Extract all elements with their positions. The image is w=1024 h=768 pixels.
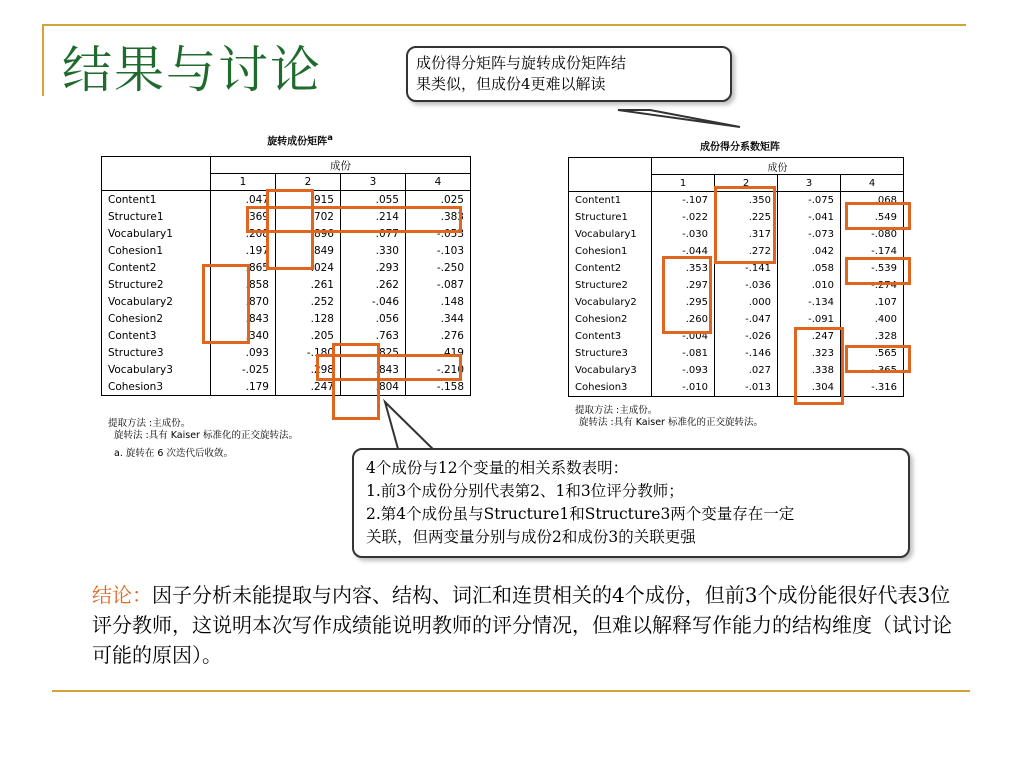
left-table-notes [108, 418, 298, 460]
table-cell: .148 [406, 293, 471, 310]
table-cell: .400 [841, 311, 904, 328]
row-label: Structure3 [102, 344, 211, 361]
table-cell: .825 [341, 344, 406, 361]
table-cell: -.080 [841, 226, 904, 243]
table-cell: -.044 [652, 243, 715, 260]
table-cell: .317 [715, 226, 778, 243]
table-cell: .024 [276, 259, 341, 276]
row-label: Content3 [569, 328, 652, 345]
conclusion-paragraph [92, 580, 952, 670]
table-cell: -.075 [778, 192, 841, 210]
table-cell: -.093 [652, 362, 715, 379]
row-label: Content1 [102, 191, 211, 209]
table-cell: .865 [211, 259, 276, 276]
right-table-notes [575, 405, 763, 429]
table-cell: -.274 [841, 277, 904, 294]
table-cell: .261 [276, 276, 341, 293]
row-label: Cohesion1 [569, 243, 652, 260]
table-cell: -.047 [715, 311, 778, 328]
highlight-right-comp3-block [794, 327, 844, 405]
table-cell: .225 [715, 209, 778, 226]
top-callout-pointer [618, 110, 740, 127]
table-cell: .260 [652, 311, 715, 328]
table-cell: -.210 [406, 361, 471, 378]
table-cell: .205 [276, 327, 341, 344]
table-row [569, 294, 904, 311]
highlight-right-structure1-cell [845, 202, 911, 230]
table-cell: .383 [406, 208, 471, 225]
table-row [569, 328, 904, 345]
table-cell: .565 [841, 345, 904, 362]
table-cell: .068 [841, 192, 904, 210]
table-cell: .843 [341, 361, 406, 378]
table-cell: -.030 [652, 226, 715, 243]
rt-column-header: 3 [778, 175, 841, 192]
row-label: Content2 [569, 260, 652, 277]
row-label: Vocabulary1 [569, 226, 652, 243]
table-cell: .297 [652, 277, 715, 294]
bottom-callout-line4: 关联，但两变量分别与成份2和成份3的关联更强 [366, 528, 696, 546]
lt-column-header: 3 [341, 174, 406, 191]
table-cell: .350 [715, 192, 778, 210]
table-cell: .107 [841, 294, 904, 311]
table-cell: -.041 [778, 209, 841, 226]
bottom-callout-line2: 1.前3个成份分别代表第2、1和3位评分教师； [366, 482, 684, 500]
rt-column-header: 4 [841, 175, 904, 192]
table-cell: .093 [211, 344, 276, 361]
row-label: Cohesion1 [102, 242, 211, 259]
table-cell: .027 [715, 362, 778, 379]
table-cell: .262 [341, 276, 406, 293]
left-note-extraction: 提取方法 :主成份。 [108, 418, 191, 429]
table-cell: .197 [211, 242, 276, 259]
top-callout-line2: 果类似，但成份4更难以解读 [416, 75, 606, 93]
table-cell: -.013 [715, 379, 778, 397]
table-cell: -.365 [841, 362, 904, 379]
table-cell: -.073 [778, 226, 841, 243]
table-cell: -.134 [778, 294, 841, 311]
table-row [569, 311, 904, 328]
row-label: Structure1 [102, 208, 211, 225]
table-cell: -.146 [715, 345, 778, 362]
row-label: Structure2 [569, 277, 652, 294]
row-label: Structure2 [102, 276, 211, 293]
table-cell: .353 [652, 260, 715, 277]
highlight-left-comp1-block [202, 264, 250, 344]
table-cell: .298 [276, 361, 341, 378]
table-cell: .272 [715, 243, 778, 260]
table-cell: .295 [652, 294, 715, 311]
table-cell: -.022 [652, 209, 715, 226]
lt-column-header: 2 [276, 174, 341, 191]
table-row [102, 310, 471, 327]
row-label: Structure1 [569, 209, 652, 226]
table-cell: .058 [778, 260, 841, 277]
table-cell: .208 [211, 225, 276, 242]
row-label: Content2 [102, 259, 211, 276]
bottom-callout [352, 448, 910, 558]
slide-title: 结果与讨论 [62, 41, 322, 99]
highlight-right-structure3-cell [845, 345, 911, 373]
rt-column-header: 1 [652, 175, 715, 192]
row-label: Vocabulary3 [569, 362, 652, 379]
table-row [102, 276, 471, 293]
bottom-callout-line3: 2.第4个成份虽与Structure1和Structure3两个变量存在一定 [366, 505, 795, 523]
table-cell: -.026 [715, 328, 778, 345]
row-label: Content3 [102, 327, 211, 344]
table-cell: -.180 [276, 344, 341, 361]
table-cell: .304 [778, 379, 841, 397]
table-cell: .077 [341, 225, 406, 242]
table-row [102, 293, 471, 310]
rt-column-header: 2 [715, 175, 778, 192]
right-note-rotation: 旋转法 :具有 Kaiser 标准化的正交旋转法。 [579, 417, 763, 428]
table-cell: -.010 [652, 379, 715, 397]
table-cell: .000 [715, 294, 778, 311]
bottom-callout-line1: 4个成份与12个变量的相关系数表明： [366, 459, 629, 477]
left-note-convergence: a. 旋转在 6 次迭代后收敛。 [114, 448, 233, 459]
table-cell: .252 [276, 293, 341, 310]
table-cell: -.103 [406, 242, 471, 259]
table-cell: .010 [778, 277, 841, 294]
table-cell: .042 [778, 243, 841, 260]
row-label: Vocabulary3 [102, 361, 211, 378]
top-callout [406, 46, 732, 102]
table-cell: .340 [211, 327, 276, 344]
left-table-title: 旋转成份矩阵$^a$ [267, 132, 333, 148]
table-cell: -.539 [841, 260, 904, 277]
highlight-left-structure1-row [246, 206, 462, 233]
table-cell: -.158 [406, 378, 471, 396]
table-cell: .804 [341, 378, 406, 396]
table-cell: -.141 [715, 260, 778, 277]
table-cell: .056 [341, 310, 406, 327]
left-note-rotation: 旋转法 :具有 Kaiser 标准化的正交旋转法。 [114, 430, 298, 441]
highlight-right-content2-cell [845, 257, 911, 285]
row-label: Vocabulary2 [569, 294, 652, 311]
row-label: Cohesion3 [102, 378, 211, 396]
table-cell: .047 [211, 191, 276, 209]
table-cell: .128 [276, 310, 341, 327]
right-group-header: 成份 [652, 158, 904, 175]
table-cell: .179 [211, 378, 276, 396]
highlight-right-comp2-block [714, 186, 776, 264]
table-cell: .338 [778, 362, 841, 379]
table-cell: .344 [406, 310, 471, 327]
row-label: Vocabulary1 [102, 225, 211, 242]
table-cell: -.174 [841, 243, 904, 260]
table-cell: .419 [406, 344, 471, 361]
highlight-left-comp3-block [332, 343, 380, 420]
table-cell: .858 [211, 276, 276, 293]
bottom-rule [52, 690, 970, 692]
table-cell: .843 [211, 310, 276, 327]
table-cell: .247 [778, 328, 841, 345]
table-row [569, 379, 904, 397]
table-cell: .763 [341, 327, 406, 344]
table-cell: -.087 [406, 276, 471, 293]
top-callout-line1: 成份得分矩阵与旋转成份矩阵结 [416, 54, 627, 72]
table-cell: .276 [406, 327, 471, 344]
table-cell: -.250 [406, 259, 471, 276]
table-cell: -.036 [715, 277, 778, 294]
table-cell: .247 [276, 378, 341, 396]
table-cell: -.107 [652, 192, 715, 210]
highlight-right-comp1-block [662, 256, 712, 334]
right-note-extraction: 提取方法 :主成份。 [575, 405, 658, 416]
table-cell: -.004 [652, 328, 715, 345]
table-cell: .915 [276, 191, 341, 209]
table-cell: -.081 [652, 345, 715, 362]
table-cell: .214 [341, 208, 406, 225]
row-label: Vocabulary2 [102, 293, 211, 310]
table-cell: -.025 [211, 361, 276, 378]
left-group-header: 成份 [211, 157, 471, 174]
lt-column-header: 4 [406, 174, 471, 191]
table-row [102, 327, 471, 344]
table-cell: .323 [778, 345, 841, 362]
table-cell: .330 [341, 242, 406, 259]
conclusion-text: 因子分析未能提取与内容、结构、词汇和连贯相关的4个成份，但前3个成份能很好代表3位评分教师，这说明本次写作成绩能说明教师的评分情况，但难以解释写作能力的结构维度（试讨论可能的原因）。 [92, 583, 952, 667]
table-cell: -.046 [341, 293, 406, 310]
row-label: Content1 [569, 192, 652, 210]
table-cell: .870 [211, 293, 276, 310]
table-cell: .369 [211, 208, 276, 225]
row-label: Structure3 [569, 345, 652, 362]
table-cell: .849 [276, 242, 341, 259]
row-label: Cohesion3 [569, 379, 652, 397]
row-label: Cohesion2 [569, 311, 652, 328]
table-cell: .055 [341, 191, 406, 209]
lt-column-header: 1 [211, 174, 276, 191]
table-cell: -.053 [406, 225, 471, 242]
table-cell: .896 [276, 225, 341, 242]
conclusion-label: 结论： [92, 583, 152, 607]
table-cell: .025 [406, 191, 471, 209]
right-table-title: 成份得分系数矩阵 [700, 142, 780, 153]
table-cell: -.091 [778, 311, 841, 328]
table-cell: .293 [341, 259, 406, 276]
table-cell: .702 [276, 208, 341, 225]
table-cell: .328 [841, 328, 904, 345]
row-label: Cohesion2 [102, 310, 211, 327]
table-cell: .549 [841, 209, 904, 226]
table-cell: -.316 [841, 379, 904, 397]
